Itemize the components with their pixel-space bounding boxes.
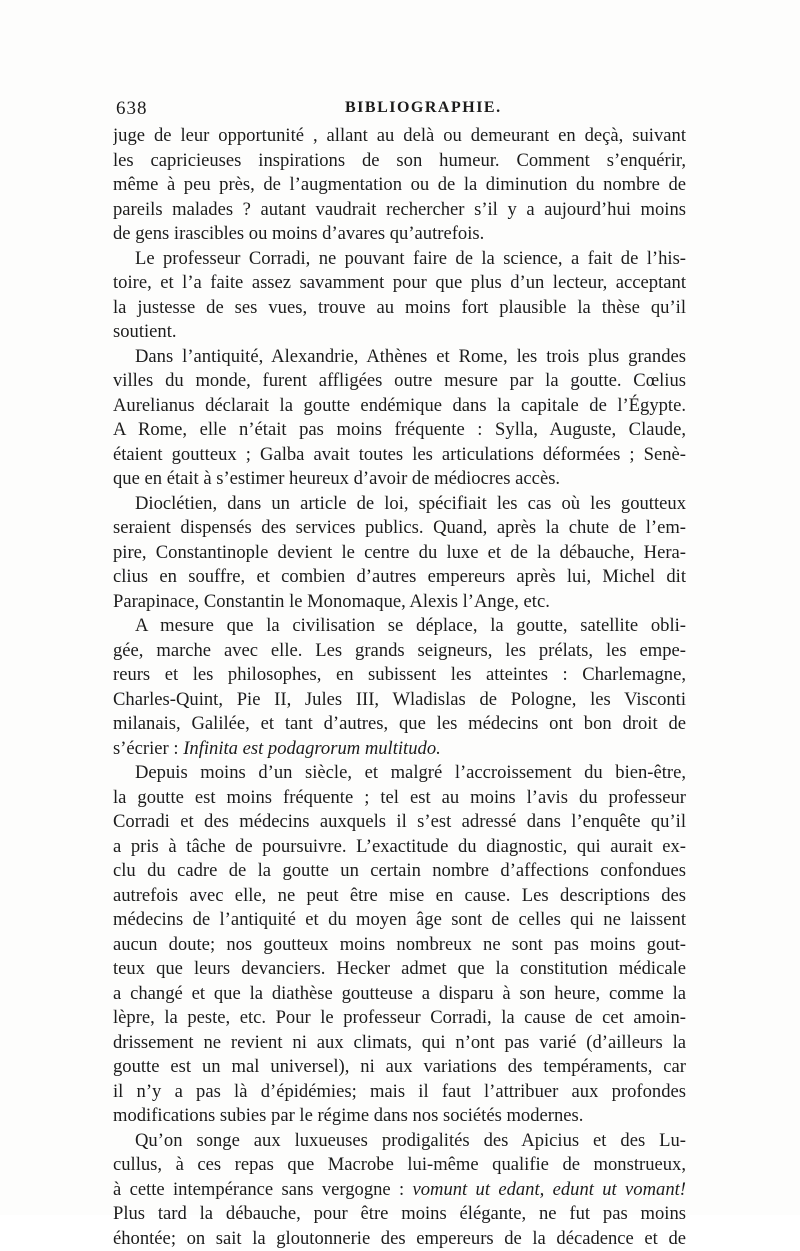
text-line: étaient goutteux ; Galba avait toutes les articulations déformées ; Senè- xyxy=(113,443,686,468)
text-line: Depuis moins d’un siècle, et malgré l’accroissement du bien-être, xyxy=(113,761,686,786)
text-line: les capricieuses inspirations de son humeur. Comment s’enquérir, xyxy=(113,149,686,174)
text-line: pareils malades ? autant vaudrait rechercher s’il y a aujourd’hui moins xyxy=(113,198,686,223)
text-line: clius en souffre, et combien d’autres empereurs après lui, Michel dit xyxy=(113,565,686,590)
text-line: A Rome, elle n’était pas moins fréquente : Sylla, Auguste, Claude, xyxy=(113,418,686,443)
latin-quotation: vomunt ut edant, edunt ut vomant! xyxy=(412,1179,686,1200)
text-line: Charles-Quint, Pie II, Jules III, Wladislas de Pologne, les Visconti xyxy=(113,688,686,713)
page-header xyxy=(113,98,685,122)
text-line: a changé et que la diathèse goutteuse a disparu à son heure, comme la xyxy=(113,982,686,1007)
text-line: la goutte est moins fréquente ; tel est au moins l’avis du professeur xyxy=(113,786,686,811)
text-line: Dioclétien, dans un article de loi, spécifiait les cas où les goutteux xyxy=(113,492,686,517)
text-line: A mesure que la civilisation se déplace, la goutte, satellite obli- xyxy=(113,614,686,639)
text-line: pire, Constantinople devient le centre du luxe et de la débauche, Hera- xyxy=(113,541,686,566)
text-line: aucun doute; nos goutteux moins nombreux ne sont pas moins gout- xyxy=(113,933,686,958)
text-line: gée, marche avec elle. Les grands seigneurs, les prélats, les empe- xyxy=(113,639,686,664)
text-line: clu du cadre de la goutte un certain nombre d’affections confondues xyxy=(113,859,686,884)
running-title: BIBLIOGRAPHIE. xyxy=(345,99,502,117)
body-text xyxy=(113,124,686,1251)
text-line: même à peu près, de l’augmentation ou de la diminution du nombre de xyxy=(113,173,686,198)
text-line: Le professeur Corradi, ne pouvant faire de la science, a fait de l’his- xyxy=(113,247,686,272)
text-line: de gens irascibles ou moins d’avares qu’autrefois. xyxy=(113,222,686,247)
text-line: drissement ne revient ni aux climats, qui n’ont pas varié (d’ailleurs la xyxy=(113,1031,686,1056)
text-line: modifications subies par le régime dans nos sociétés modernes. xyxy=(113,1104,686,1129)
text-line: villes du monde, furent affligées outre mesure par la goutte. Cœlius xyxy=(113,369,686,394)
text-line: toire, et l’a faite assez savamment pour que plus d’un lecteur, acceptant xyxy=(113,271,686,296)
text-line: Dans l’antiquité, Alexandrie, Athènes et Rome, les trois plus grandes xyxy=(113,345,686,370)
text-line: que en était à s’estimer heureux d’avoir de médiocres accès. xyxy=(113,467,686,492)
text-line: seraient dispensés des services publics. Quand, après la chute de l’em- xyxy=(113,516,686,541)
text-line: soutient. xyxy=(113,320,686,345)
text-line: milanais, Galilée, et tant d’autres, que les médecins ont bon droit de xyxy=(113,712,686,737)
text-line: Parapinace, Constantin le Monomaque, Alexis l’Ange, etc. xyxy=(113,590,686,615)
latin-quotation: Infinita est podagrorum multitudo. xyxy=(183,738,441,759)
text-segment: à cette intempérance sans vergogne : xyxy=(113,1179,412,1200)
text-line: lèpre, la peste, etc. Pour le professeur Corradi, la cause de cet amoin- xyxy=(113,1006,686,1031)
text-line-with-quote xyxy=(113,737,686,762)
text-segment: s’écrier : xyxy=(113,738,183,759)
page-number: 638 xyxy=(116,98,148,120)
text-line: Qu’on songe aux luxueuses prodigalités des Apicius et des Lu- xyxy=(113,1129,686,1154)
text-line: reurs et les philosophes, en subissent les atteintes : Charlemagne, xyxy=(113,663,686,688)
text-line: éhontée; on sait la gloutonnerie des empereurs de la décadence et de xyxy=(113,1227,686,1251)
text-line: goutte est un mal universel), ni aux variations des tempéraments, car xyxy=(113,1055,686,1080)
text-line: Corradi et des médecins auxquels il s’est adressé dans l’enquête qu’il xyxy=(113,810,686,835)
text-line: il n’y a pas là d’épidémies; mais il faut l’attribuer aux profondes xyxy=(113,1080,686,1105)
text-line: autrefois avec elle, ne peut être mise en cause. Les descriptions des xyxy=(113,884,686,909)
text-line: Plus tard la débauche, pour être moins élégante, ne fut pas moins xyxy=(113,1202,686,1227)
text-line: la justesse de ses vues, trouve au moins fort plausible la thèse qu’il xyxy=(113,296,686,321)
text-line: teux que leurs devanciers. Hecker admet que la constitution médicale xyxy=(113,957,686,982)
text-line: Aurelianus déclarait la goutte endémique dans la capitale de l’Égypte. xyxy=(113,394,686,419)
text-line: a pris à tâche de poursuivre. L’exactitude du diagnostic, qui aurait ex- xyxy=(113,835,686,860)
text-line-with-quote xyxy=(113,1178,686,1203)
text-line: juge de leur opportunité , allant au delà ou demeurant en deçà, suivant xyxy=(113,124,686,149)
text-line: médecins de l’antiquité et du moyen âge sont de celles qui ne laissent xyxy=(113,908,686,933)
text-line: cullus, à ces repas que Macrobe lui-même qualifie de monstrueux, xyxy=(113,1153,686,1178)
